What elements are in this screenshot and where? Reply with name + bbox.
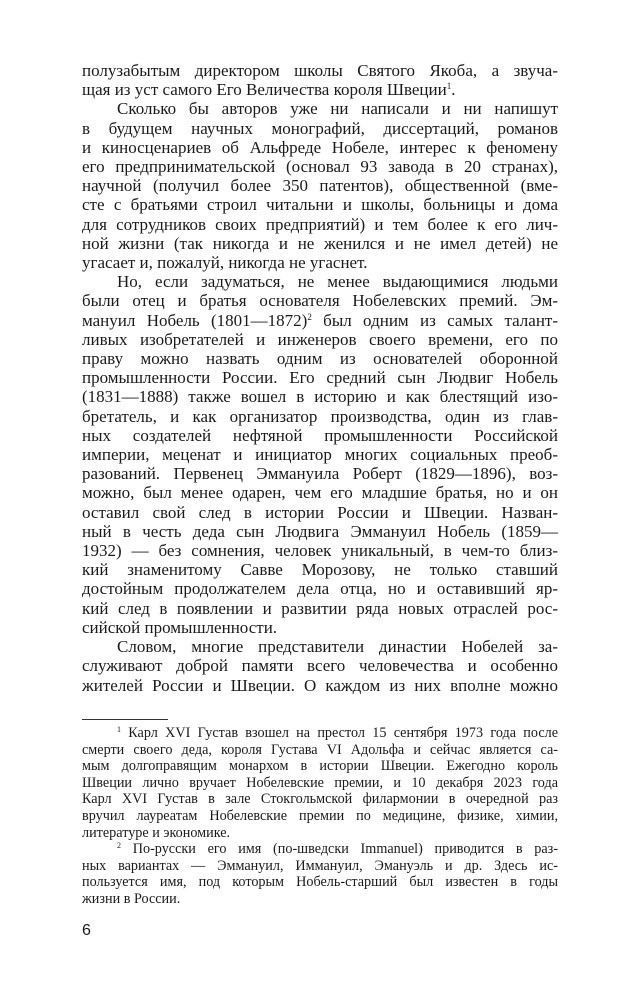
footnote-line: жизни в России. [82, 890, 181, 907]
footnotes [82, 725, 558, 908]
text-line: жителей России и Швеции. О каждом из них вполне можно [82, 675, 558, 695]
text-line: кий след в появлении и развитии ряда новых отраслей рос- [82, 598, 558, 618]
text-line: сийской промышленности. [82, 617, 278, 637]
footnote-line: смерти своего деда, короля Густава VI Адольфа и сейчас является са- [82, 741, 558, 758]
body-text [82, 61, 558, 695]
footnote-line: $^2$ По-русски его имя (по-шведски Immanuel) приводится в раз- [117, 841, 558, 858]
text-line: Но, если задуматься, не менее выдающимися людьми [117, 272, 558, 292]
text-line: (1831—1888) также вошел в историю и как блестящий изо- [82, 387, 558, 407]
paragraph [82, 61, 558, 99]
text-line: Словом, многие представители династии Нобелей за- [117, 637, 558, 657]
footnote-line: пользуется имя, под которым Нобель-старший был известен в годы [82, 874, 558, 891]
text-line: его предпринимательской (основал 93 завода в 20 странах), [82, 157, 558, 177]
text-line: научной (получил более 350 патентов), общественной (вме- [82, 176, 558, 196]
text-line: ный в честь деда сын Людвига Эммануил Нобель (1859— [82, 521, 558, 541]
page-number: 6 [82, 922, 91, 939]
text-line: достойным продолжателем дела отца, но и оставивший яр- [82, 579, 558, 599]
text-line: служивают доброй памяти всего человечества и особенно [82, 656, 558, 676]
text-line: щая из уст самого Его Величества короля Швеции$^1$. [82, 80, 456, 100]
text-line: промышленности России. Его средний сын Людвиг Нобель [82, 368, 558, 388]
text-line: сте с братьями строил читальни и школы, больницы и дома [82, 195, 558, 215]
footnote-number: 1 [117, 725, 121, 734]
text-line: империи, меценат и инициатор многих социальных преоб- [82, 445, 558, 465]
text-line: были отец и братья основателя Нобелевских премий. Эм- [82, 291, 558, 311]
text-line: Сколько бы авторов уже ни написали и ни напишут [117, 99, 558, 119]
footnote-2 [82, 841, 558, 907]
text-line: в будущем научных монографий, диссертаций, романов [82, 118, 558, 138]
footnote-line: ных вариантах — Эммануил, Иммануил, Эмануэль и др. Здесь ис- [82, 857, 558, 874]
text-line: 1932) — без сомнения, человек уникальный, в чем-то близ- [82, 541, 558, 561]
footnote-1 [82, 725, 558, 841]
footnote-line: литературе и экономике. [82, 824, 231, 841]
text-line: мануил Нобель (1801—1872)$^2$ был одним из самых талант- [82, 310, 559, 330]
footnote-line: $^1$ Карл XVI Густав взошел на престол 15 сентября 1973 года после [117, 725, 559, 741]
footnote-line: Швеции лично вручает Нобелевские премии, и 10 декабря 2023 года [82, 774, 558, 791]
footnote-line: мым долгоправящим монархом в истории Швеции. Ежегодно король [82, 758, 558, 775]
text-line: ных создателей нефтяной промышленности Российской [82, 425, 558, 445]
paragraph [82, 637, 558, 695]
text-line: бретатель, и как организатор производства, один из глав- [82, 406, 558, 426]
text-line: угасает и, пожалуй, никогда не угаснет. [82, 253, 368, 273]
footnote-line: Карл XVI Густав в зале Стокгольмской филармонии в очередной раз [82, 791, 558, 808]
footnote-ref[interactable]: 1 [446, 81, 452, 92]
footnote-line: вручил лауреатам Нобелевские премии по медицине, физике, химии, [82, 807, 558, 824]
text-line: оставил свой след в истории России и Швеции. Назван- [82, 502, 558, 522]
footnote-ref[interactable]: 2 [307, 311, 312, 322]
text-line: можно, был менее одарен, чем его младшие братья, но и он [82, 483, 558, 503]
text-line: ливых изобретателей и инженеров своего времени, его по [82, 329, 558, 349]
footnote-number: 2 [117, 841, 121, 851]
text-line: праву можно назвать одним из основателей оборонной [82, 349, 558, 369]
paragraph [82, 99, 558, 272]
text-line: ной жизни (так никогда и не женился и не имел детей) не [82, 233, 558, 253]
paragraph [82, 272, 558, 637]
text-line: для сотрудников своих предприятий) и тем более к его лич- [82, 214, 558, 234]
text-line: и киносценариев об Альфреде Нобеле, интерес к феномену [82, 137, 558, 157]
text-line: разований. Первенец Эммануила Роберт (1829—1896), воз- [82, 464, 558, 484]
text-line: кий знаменитому Савве Морозову, не только ставший [82, 560, 558, 580]
text-line: полузабытым директором школы Святого Якоба, а звуча- [82, 61, 558, 80]
footnote-separator [82, 719, 168, 720]
